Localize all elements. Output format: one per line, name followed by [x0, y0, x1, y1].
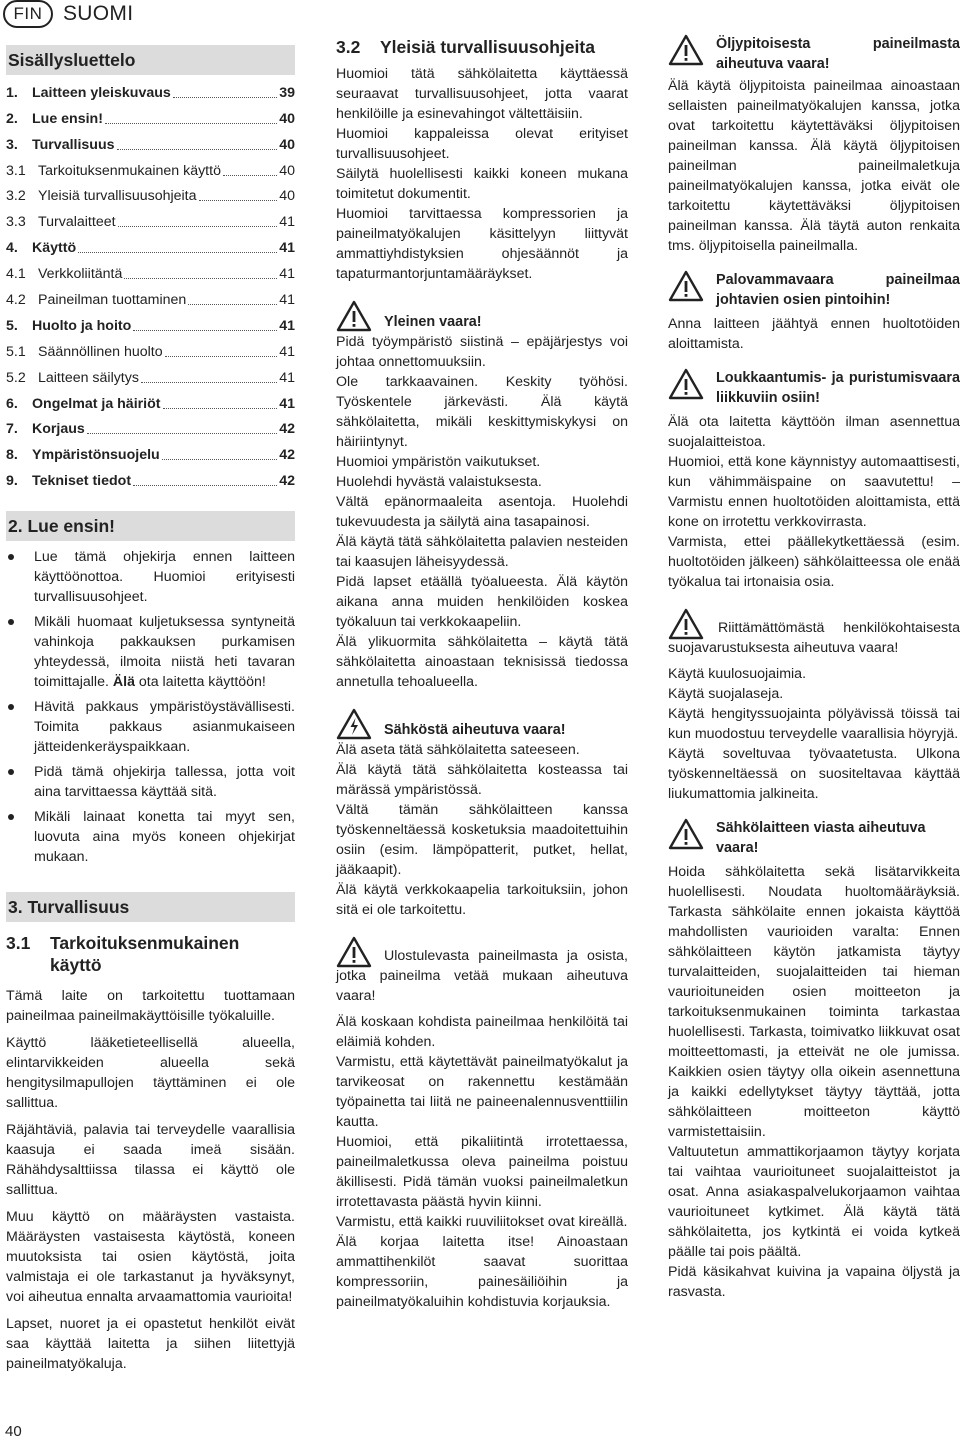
warning-general: [336, 300, 628, 332]
paragraph: Älä korjaa laitetta itse! Ainoastaan ammattihenkilöt saavat suorittaa kompressoriin, painesäiliöihin ja paineilmatyökaluihin kohdistuvia korjauksia.: [336, 1234, 628, 1310]
warning-triangle-icon: [668, 818, 704, 850]
language-name: SUOMI: [63, 2, 134, 25]
toc-page: 41: [279, 395, 295, 412]
warning-title: Ulostulevasta paineilmasta ja osista, jotka paineilma vetää mukaan aiheutuva vaara!: [336, 948, 628, 1004]
warning-title: Loukkaantumis- ja puristumisvaara liikkuviin osiin!: [716, 370, 960, 406]
paragraph: Pidä lapset etäällä työalueesta. Älä käytön aikana anna muiden henkilöiden koskea työkaluun tai verkkokaapeliin.: [336, 574, 628, 630]
paragraph: Anna laitteen jäähtyä ennen huoltotöiden aloittamista.: [668, 316, 960, 352]
toc-number: 7.: [6, 421, 18, 438]
paragraph: Huomioi ympäristön vaikutukset.: [336, 454, 541, 470]
list-item: Hävitä pakkaus ympäristöystävällisesti. Toimita pakkaus asianmukaiseen jätteidenkeräyspaikkaan.: [6, 697, 295, 757]
toc-number: 6.: [6, 395, 18, 412]
warning-triangle-icon: [668, 34, 704, 66]
warning-title: Yleinen vaara!: [384, 314, 482, 330]
toc-number: 5.2: [6, 369, 26, 386]
toc-number: 9.: [6, 473, 18, 490]
warning-title: Öljypitoisesta paineilmasta aiheutuva vaara!: [716, 36, 960, 72]
toc-label: Ympäristönsuojelu: [32, 447, 160, 464]
toc-row: [6, 129, 295, 155]
toc-dot-leader: [133, 485, 277, 486]
toc-dot-leader: [78, 252, 277, 253]
toc-dot-leader: [117, 149, 278, 150]
warning-oil-air: [668, 34, 960, 74]
toc-number: 3.3: [6, 214, 26, 231]
paragraph: Älä koskaan kohdista paineilmaa henkilöitä tai eläimiä kohden.: [336, 1014, 628, 1050]
toc-dot-leader: [199, 200, 278, 201]
warning-title: Sähkölaitteen viasta aiheutuva vaara!: [716, 820, 926, 856]
toc-page: 41: [279, 343, 295, 360]
table-of-contents: [6, 77, 295, 491]
toc-dot-leader: [87, 433, 277, 434]
toc-page: 42: [279, 473, 295, 490]
toc-label: Tekniset tiedot: [32, 473, 132, 490]
toc-page: 41: [279, 214, 295, 231]
toc-label: Yleisiä turvallisuusohjeita: [38, 188, 197, 205]
toc-label: Säännöllinen huolto: [38, 343, 163, 360]
paragraph: Vältä tämän sähkölaitteen kanssa työskenneltäessä kosketuksia maadoitettuihin osiin (esim. lämpöpatterit, putket, hellat, jääkaapit).: [336, 802, 628, 878]
toc-page: 42: [279, 421, 295, 438]
paragraph: Varmistu, että kaikki ruuviliitokset ovat kireällä.: [336, 1214, 628, 1230]
toc-number: 5.: [6, 317, 18, 334]
toc-dot-leader: [223, 175, 277, 176]
toc-dot-leader: [188, 304, 277, 305]
warning-triangle-icon: [668, 608, 704, 640]
section-2-list: [6, 547, 295, 867]
toc-page: 40: [279, 162, 295, 179]
toc-dot-leader: [105, 123, 277, 124]
toc-label: Korjaus: [32, 421, 85, 438]
paragraph: Huomioi, että kone käynnistyy automaattisesti, kun vähimmäispaine on saavutettu! – Varmistu ennen huoltotöiden aloittamista, että kone on irrotettu verkkovirrasta.: [668, 454, 960, 530]
paragraph: Vältä epänormaaleita asentoja. Huolehdi tukevuudesta ja säilytä aina tasapainosi.: [336, 494, 628, 530]
paragraph: Käyttö lääketieteellisellä alueella, elintarvikkeiden alueella sekä hengitysilmapullojen täyttäminen ei ole sallittua.: [6, 1035, 295, 1112]
page-number: 40: [5, 1423, 22, 1440]
toc-row: [6, 336, 295, 362]
paragraph: Huomioi kappaleissa olevat erityiset turvallisuusohjeet.: [336, 126, 628, 162]
toc-row: [6, 310, 295, 336]
toc-label: Paineilman tuottaminen: [38, 292, 187, 309]
paragraph: Huolehdi hyvästä valaistuksesta.: [336, 474, 542, 490]
paragraph: Valtuutetun ammattikorjaamon täytyy korjata tai vaihtaa vaurioituneet suojalaitteistot ja osat. Anna asiakaspalvelukorjaamon vaihtaa vaurioituneet kytkimet. Älä käytä tätä sähkölaitetta, jos kytkintä ei voida kytkeä päälle tai pois päältä.: [668, 1144, 960, 1260]
warning-burn: [668, 270, 960, 310]
paragraph: Käytä soveltuvaa työvaatetusta. Ulkona työskenneltäessä on suositeltavaa käyttää liukumattomia jalkineita.: [668, 746, 960, 802]
toc-number: 4.: [6, 240, 18, 257]
warning-title: Riittämättömästä henkilökohtaisesta suojavarustuksesta aiheutuva vaara!: [668, 620, 960, 656]
toc-dot-leader: [163, 408, 278, 409]
paragraph: Pidä työympäristö siistinä – epäjärjestys voi johtaa onnettomuuksiin.: [336, 334, 628, 370]
toc-page: 41: [279, 240, 295, 257]
toc-number: 4.1: [6, 266, 26, 283]
paragraph: Käytä kuulosuojaimia.: [668, 666, 807, 682]
toc-row: [6, 362, 295, 388]
toc-row: [6, 284, 295, 310]
column-2: [336, 0, 628, 1312]
toc-page: 39: [279, 84, 295, 101]
warning-device-fault: [668, 818, 960, 858]
paragraph: Älä käytä öljypitoista paineilmaa ainoastaan sellaisten paineilmatyökalujen kanssa, jotka ovat tarkoitettu käytettäväksi öljypitoisen paineilman kanssa. Älä käytä öljypitoisen paineilman paineilmaletkuja paineilmatyökalujen kanssa, jotka eivät ole tarkoitettu käytettäväksi öljypitoisen paineilman kanssa. Älä täytä auton renkaita tms. öljypitoisella paineilmalla.: [668, 78, 960, 254]
paragraph: Älä käytä tätä sähkölaitetta palavien nesteiden tai kaasujen läheisyydessä.: [336, 534, 628, 570]
toc-row: [6, 181, 295, 207]
paragraph: Älä käytä tätä sähkölaitetta kosteassa tai märässä ympäristössä.: [336, 762, 628, 798]
toc-row: [6, 258, 295, 284]
toc-dot-leader: [165, 356, 278, 357]
paragraph: Säilytä huolellisesti kaikki koneen mukana toimitetut dokumentit.: [336, 166, 628, 202]
section-2-title: 2. Lue ensin!: [6, 511, 295, 541]
warning-triangle-icon: [668, 270, 704, 302]
toc-title: Sisällysluettelo: [6, 45, 295, 75]
toc-label: Laitteen yleiskuvaus: [32, 84, 171, 101]
warning-crush: [668, 368, 960, 408]
warning-protective-equipment: [668, 608, 960, 658]
toc-row: [6, 103, 295, 129]
section-3-2-heading: 3.2 Yleisiä turvallisuusohjeita: [336, 37, 595, 57]
paragraph: Käytä hengityssuojainta pölyävissä töissä tai kun muodostuu terveydelle vaarallisia höyryjä.: [668, 706, 960, 742]
warning-triangle-icon: [336, 936, 372, 968]
paragraph: Käytä suojalaseja.: [668, 686, 784, 702]
paragraph: Räjähtäviä, palavia tai terveydelle vaarallisia kaasuja ei saada imeä sisään. Rähähdysalttiissa tilassa ei käyttö ole sallittua.: [6, 1122, 295, 1199]
paragraph: Älä ota laitetta käyttöön ilman asennettua suojalaitteistoa.: [668, 414, 960, 450]
toc-row: [6, 77, 295, 103]
paragraph: Varmistu, että käytettävät paineilmatyökalut ja tarvikeosat on rakennettu kestämään työpainetta tai liitä ne paineenalennusventtiilin kautta.: [336, 1054, 628, 1130]
paragraph: Älä ylikuormita sähkölaitetta – käytä tätä sähkölaitetta ainoastaan teknisissä tiedossa annetulla tehoalueella.: [336, 634, 628, 690]
toc-dot-leader: [133, 330, 277, 331]
electric-hazard-icon: [336, 708, 372, 740]
toc-page: 40: [279, 110, 295, 127]
warning-title: Palovammavaara paineilmaa johtavien osien pintoihin!: [716, 272, 960, 308]
toc-label: Verkkoliitäntä: [38, 266, 123, 283]
toc-label: Huolto ja hoito: [32, 317, 132, 334]
paragraph: Ole tarkkaavainen. Keskity työhösi. Työskentele järkevästi. Älä käytä sähkölaitetta, mikäli keskittymiskykysi on häiriintynyt.: [336, 374, 628, 450]
list-item: Pidä tämä ohjekirja tallessa, jotta voit aina tarvittaessa käyttää sitä.: [6, 762, 295, 802]
paragraph: Huomioi, että pikaliitintä irrotettaessa, paineilmaletkussa oleva paineilma poistuu äkillisesti. Pidä tämän vuoksi paineilmaletkun irrotettavasta päästä hyvin kiinni.: [336, 1134, 628, 1210]
section-3-title: 3. Turvallisuus: [6, 892, 295, 922]
toc-label: Ongelmat ja häiriöt: [32, 395, 161, 412]
paragraph: Varmista, ettei päällekytkettäessä (esim. huoltotöiden jälkeen) sähkölaitteessa ole enää työkalua tai irtonaisia osia.: [668, 534, 960, 590]
paragraph: Älä aseta tätä sähkölaitetta sateeseen.: [336, 742, 580, 758]
toc-number: 1.: [6, 84, 18, 101]
paragraph: Tämä laite on tarkoitettu tuottamaan paineilmaa paineilmakäyttöisille työkaluille.: [6, 988, 295, 1025]
paragraph: Muu käyttö on määräysten vastaista. Määräysten vastaisesta käytöstä, koneen muutoksista tai osien käytöstä, joita valmistaja ei ole tarkastanut ja hyväksynyt, voi aiheutua ennalta arvaamattomia vaurioita!: [6, 1209, 295, 1306]
column-1: [6, 0, 295, 1374]
toc-number: 3.1: [6, 162, 26, 179]
toc-label: Turvallisuus: [32, 136, 115, 153]
toc-page: 42: [279, 447, 295, 464]
toc-row: [6, 155, 295, 181]
toc-row: [6, 232, 295, 258]
toc-dot-leader: [124, 278, 277, 279]
list-item: Mikäli lainaat konetta tai myyt sen, luovuta aina myös koneen ohjekirjat mukaan.: [6, 807, 295, 867]
warning-triangle-icon: [668, 368, 704, 400]
toc-label: Turvalaitteet: [38, 214, 116, 231]
toc-row: [6, 465, 295, 491]
toc-dot-leader: [118, 226, 278, 227]
toc-page: 41: [279, 292, 295, 309]
paragraph: Huomioi tarvittaessa kompressorien ja paineilmatyökalujen käsittelyyn liittyvät ammattiyhdistyksien ohjesäännöt ja tapaturmantorjuntamääräykset.: [336, 206, 628, 282]
toc-page: 41: [279, 317, 295, 334]
warning-title: Sähköstä aiheutuva vaara!: [384, 722, 566, 738]
paragraph: Lapset, nuoret ja ei opastetut henkilöt eivät saa käyttää laitetta ja siihen liitettyjä paineilmatyökaluja.: [6, 1316, 295, 1373]
toc-page: 40: [279, 136, 295, 153]
toc-page: 40: [279, 188, 295, 205]
toc-row: [6, 206, 295, 232]
section-3-1-heading: 3.1 Tarkoituksenmukainen käyttö: [6, 933, 240, 976]
toc-dot-leader: [173, 97, 277, 98]
list-item: Mikäli huomaat kuljetuksessa syntyneitä vahinkoja pakkauksen purkamisen yhteydessä, ilmoita niistä heti tavaran toimittajalle. Älä ota laitetta käyttöön!: [6, 612, 295, 692]
paragraph: Huomioi tätä sähkölaitetta käyttäessä seuraavat turvallisuusohjeet, jotta vaarat henkilöille ja esinevahingot vältettäisiin.: [336, 66, 628, 122]
toc-page: 41: [279, 266, 295, 283]
toc-label: Tarkoituksenmukainen käyttö: [38, 162, 221, 179]
toc-number: 4.2: [6, 292, 26, 309]
toc-label: Käyttö: [32, 240, 77, 257]
toc-row: [6, 388, 295, 414]
toc-row: [6, 439, 295, 465]
warning-electric: [336, 708, 628, 740]
toc-number: 5.1: [6, 343, 26, 360]
toc-dot-leader: [141, 382, 277, 383]
paragraph: Hoida sähkölaitetta sekä lisätarvikkeita huolellisesti. Noudata huoltomääräyksiä. Tarkasta sähkölaite ennen jokaista käyttöä mahdollisten vaurioiden varalta: Ennen sähkölaitteen käytön jatkamista täytyy turvalaitteiden, suojalaitteiden tai hieman vaurioituneiden osien moitteeton ja tarkoituksenmukainen toiminta tarkastaa huolellisesti. Tarkasta, toimivatko liikkuvat osat moitteettomasti, ja etteivät ne ole jumissa. Kaikkien osien täytyy olla oikein asennettuna ja kaikki edellytykset täytyy täyttää, jotta sähkölaitteen moitteeton käyttö varmistettaisiin.: [668, 864, 960, 1140]
toc-label: Lue ensin!: [32, 110, 103, 127]
paragraph: Älä käytä verkkokaapelia tarkoituksiin, johon sitä ei ole tarkoitettu.: [336, 882, 628, 918]
toc-dot-leader: [162, 459, 278, 460]
language-code-badge: FIN: [3, 0, 53, 28]
paragraph: Pidä käsikahvat kuivina ja vapaina öljystä ja rasvasta.: [668, 1264, 960, 1300]
column-3: [668, 0, 960, 1302]
toc-row: [6, 414, 295, 440]
warning-compressed-air: [336, 936, 628, 1006]
list-item: Lue tämä ohjekirja ennen laitteen käyttöönottoa. Huomioi erityisesti turvallisuusohjeet.: [6, 547, 295, 607]
toc-page: 41: [279, 369, 295, 386]
toc-label: Laitteen säilytys: [38, 369, 139, 386]
toc-number: 8.: [6, 447, 18, 464]
toc-number: 2.: [6, 110, 18, 127]
toc-number: 3.2: [6, 188, 26, 205]
toc-number: 3.: [6, 136, 18, 153]
warning-triangle-icon: [336, 300, 372, 332]
